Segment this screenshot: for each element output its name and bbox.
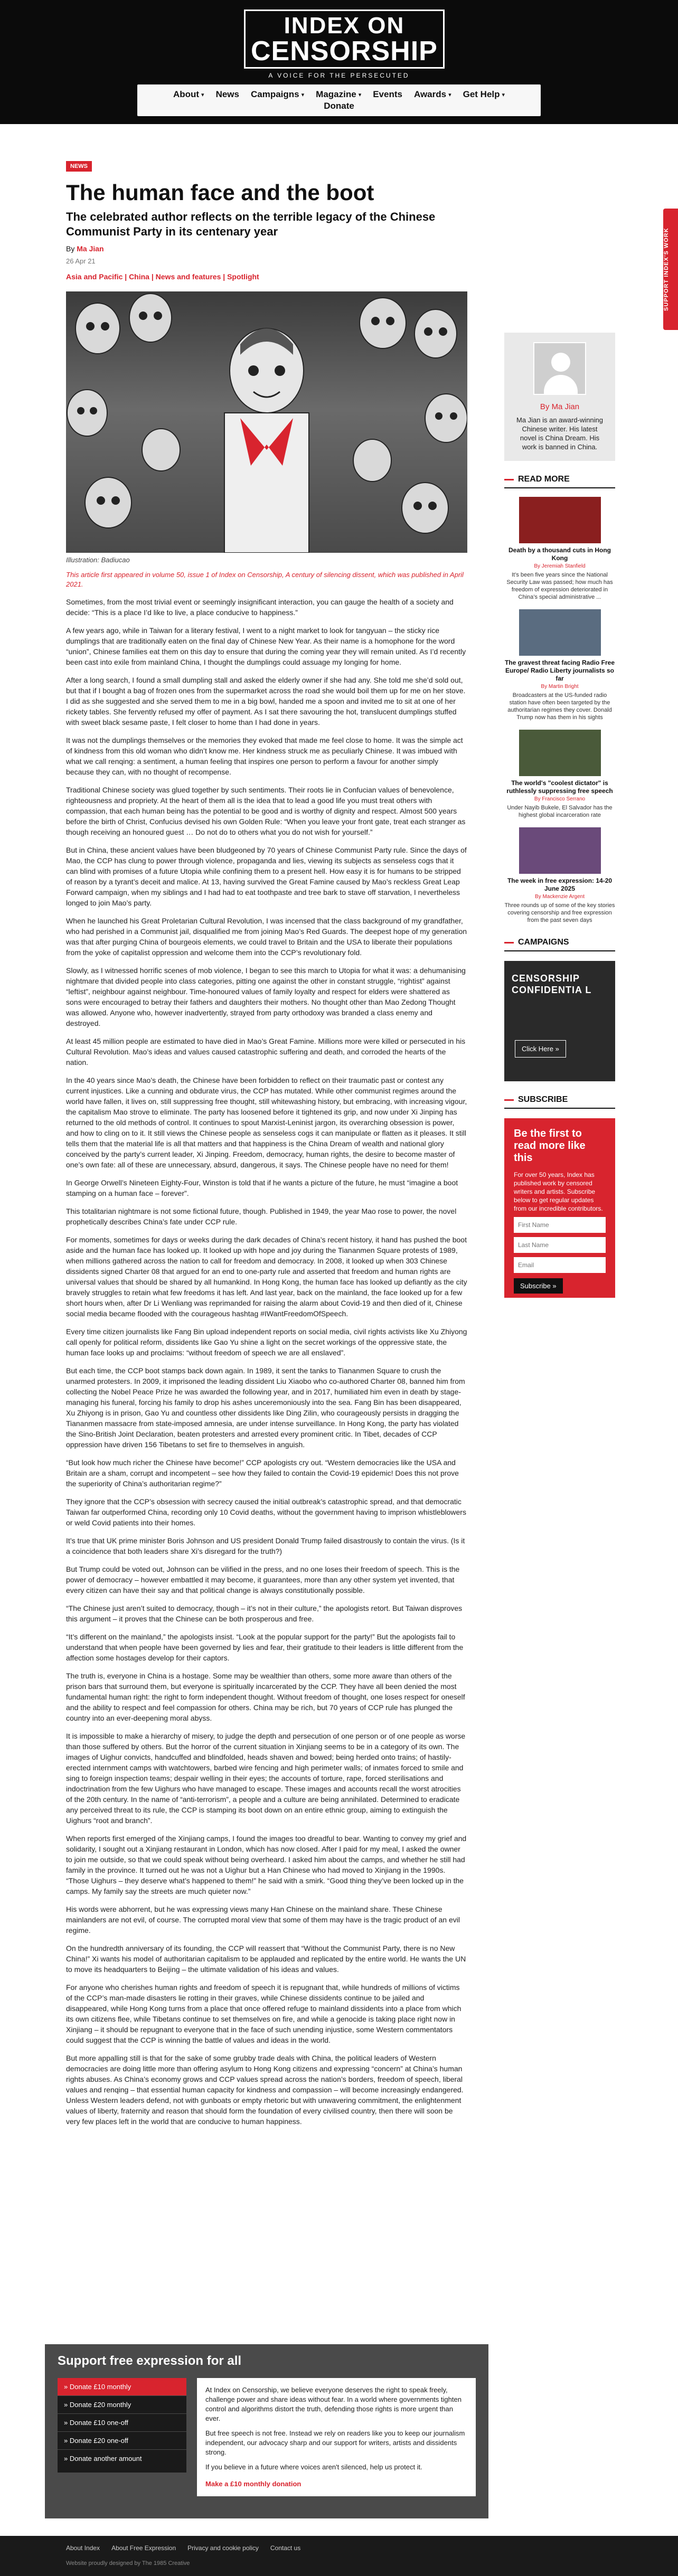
chevron-down-icon: ▾: [502, 91, 505, 98]
paragraph: But Trump could be voted out, Johnson can be vilified in the press, and no one loses their freedom of speech. This is the power of democracy – however embattled it may become, it guarantees, more than any other system yet invented, that every citizen can have their say and that political change is always constitutionally possible.: [66, 1565, 460, 1594]
nav-magazine[interactable]: [316, 89, 361, 100]
subscribe-box: [504, 1118, 615, 1298]
site-footer: [0, 2536, 678, 2576]
nav-events-label: Events: [373, 89, 402, 99]
donate-options: [58, 2378, 186, 2496]
nav-awards[interactable]: [414, 89, 451, 100]
read-more-item[interactable]: [504, 730, 615, 819]
campaigns-heading: [504, 938, 615, 951]
byline-prefix: By: [66, 244, 75, 253]
donate-section: [45, 2344, 488, 2518]
nav-row-2: [137, 101, 541, 111]
campaign-title: CENSORSHIP CONFIDENTIA L: [512, 973, 592, 995]
nav-get-help[interactable]: [463, 89, 505, 100]
donate-heading: Support free expression for all: [58, 2354, 242, 2368]
logo-line2: CENSORSHIP: [251, 36, 438, 67]
donate-text-3: If you believe in a future where voices aren't silenced, help us protect it.: [205, 2463, 422, 2471]
footer-credit: Website proudly designed by The 1985 Creative: [66, 2560, 190, 2566]
article: [66, 161, 467, 2127]
subscribe-heading: [504, 1095, 615, 1109]
nav-awards-label: Awards: [413, 89, 447, 99]
nav-about-label: About: [173, 89, 200, 99]
first-name-input[interactable]: [514, 1217, 606, 1233]
read-more-thumbnail[interactable]: [519, 609, 601, 656]
heading-bar: [504, 1099, 514, 1101]
avatar-head: [551, 353, 570, 372]
donate-cta-link[interactable]: Make a £10 monthly donation: [205, 2480, 302, 2488]
paragraph: A few years ago, while in Taiwan for a literary festival, I went to a night market to look for tangyuan – the sticky rice dumplings that are traditionally eaten on the final day of Chinese New Year. As their name is a homophone for the word “union”, Chinese families eat them on this day to ensure that during the coming year they will remain united. As I’d recently been cast into exile from mainland China, I thought the dumplings could assuage my longing for home.: [66, 626, 466, 666]
hero-illustration: [66, 291, 467, 553]
article-title: The human face and the boot: [66, 180, 374, 205]
donate-20-monthly-button[interactable]: » Donate £20 monthly: [58, 2396, 186, 2414]
paragraph: This totalitarian nightmare is not some fictional future, though. Published in 1949, the year Mao rose to power, the novel prophetically describes China’s fate under CCP rule.: [66, 1207, 457, 1226]
read-more-title[interactable]: Death by a thousand cuts in Hong Kong: [508, 546, 611, 562]
chevron-down-icon: ▾: [201, 91, 204, 98]
campaign-banner[interactable]: [504, 961, 615, 1081]
donate-grid: [58, 2378, 476, 2496]
site-logo[interactable]: [244, 10, 438, 79]
paragraph: “It’s different on the mainland,” the apologists insist. “Look at the popular support for the party!” But the apologists fail to understand that when people have been governed by lies and fear, their gratitude to their leaders is little different from the affection some hostages develop for their captors.: [66, 1633, 464, 1662]
nav-magazine-label: Magazine: [316, 89, 356, 99]
paragraph: When reports first emerged of the Xinjiang camps, I found the images too dreadful to bear. Wanting to convey my grief and solidarity, I sought out a Xinjiang restaurant in London, which has now closed. After I paid for my meal, I asked the owner to join me outside, so that we could speak without being overheard. I asked him about the camps, and whether he still had family in the province. It turned out he was not a Uighur but a Han Chinese who had moved to Xinjiang in the 1990s. “Those Uighurs – they deserve what’s happened to them!” he said with a smirk. “Good thing they’ve been locked up in the camps. My family say the streets are much quieter now.”: [66, 1834, 467, 1895]
paragraph: But in China, these ancient values have been bludgeoned by 70 years of Chinese Communist Party rule. Since the days of Mao, the CCP has clung to power through violence, propaganda and lies, viewing its subjects as senseless cogs that it can blind with promises of a future Utopia while confining them to a present hell. How easy it is for humans to be stripped of reason by a tyrant’s deceit and malice. At 13, having survived the Great Famine caused by Mao’s reckless Great Leap Forward campaign, when my siblings and I had had to eat toothpaste and tree bark to stave off starvation, I nevertheless longed to join Mao’s party.: [66, 846, 467, 907]
subscribe-text: For over 50 years, Index has published work by censored writers and artists. Subscribe below to get regular updates from our incredible contributors.: [514, 1171, 603, 1212]
paragraph: It was not the dumplings themselves or the memories they evoked that made me feel close to home. It was the simple act of kindness from this old woman who didn’t know me. Her kindness struck me as peculiarly Chinese. It was imbued with what we call renqing: a sentiment, a human feeling that inspires one person to perform a favour for another simply because they can, with no thought of recompense.: [66, 736, 463, 776]
publish-date: 26 Apr 21: [66, 257, 96, 265]
nav-news-label: News: [215, 89, 239, 99]
byline: [66, 244, 467, 253]
subscribe-label: SUBSCRIBE: [518, 1095, 568, 1104]
donate-text-1: At Index on Censorship, we believe everyone deserves the right to speak freely, challenge power and share ideas without fear. In a world where governments tighten control and algorithms distort the truth, defending those rights is more urgent than ever.: [205, 2386, 462, 2422]
read-more-title[interactable]: The gravest threat facing Radio Free Europe/ Radio Liberty journalists so far: [504, 659, 615, 682]
paragraph: Sometimes, from the most trivial event or seemingly insignificant interaction, you can gauge the health of a society and decide: “This is a place I’d like to live, a place conducive to happiness.”: [66, 598, 454, 617]
nav-campaigns-label: Campaigns: [250, 89, 299, 99]
paragraph: They ignore that the CCP’s obsession with secrecy caused the initial outbreak’s catastrophic spread, and that democratic Taiwan far outperformed China, recording only 10 Covid deaths, without the government having to imprison whistleblowers or weld Covid patients into their homes.: [66, 1497, 466, 1527]
paragraph: But each time, the CCP boot stamps back down again. In 1989, it sent the tanks to Tiananmen Square to crush the unarmed protesters. In 2009, it imprisoned the leading dissident Liu Xiaobo who co-authored Charter 08, banned him from collecting the Nobel Peace Prize he was awarded the following year, and in 2017, humiliated him even in death by stage-managing his funeral, forcing his family to drop his ashes unceremoniously into the sea. Fang Bin has been disappeared, Xu Zhiyong is in prison, Gao Yu and countless other dissidents like Ding Zilin, who courageously persists in dragging the Tiananmen massacre from state-imposed amnesia, are under intense surveillance. In Hong Kong, the party has violated the Sino-British Joint Declaration, beaten protesters and arrested every prominent critic. In Tibet, decades of CCP oppression have driven 156 Tibetans to set fire to themselves in anguish.: [66, 1366, 465, 1449]
author-link[interactable]: Ma Jian: [77, 244, 104, 253]
read-more-title[interactable]: The world's "coolest dictator" is ruthlessly suppressing free speech: [506, 779, 613, 795]
paragraph: For moments, sometimes for days or weeks during the dark decades of China’s recent history, it hand has pushed the boot aside and the human face has looked up. It looked up with hope and joy during the Tiananmen Square protests of 1989, when millions gathered across the nation to call for freedom and democracy. In 2008, it looked up when 303 Chinese dissidents signed Charter 08 that argued for an end to one-party rule and asserted that freedom and human rights are universal values that should be shared by all humankind. In Hong Kong, the human face has looked up defiantly as the city bravely struggles to retain what few freedoms it has left. And last year, back on the mainland, the face looked up for a few short hours when, after Dr Li Wenliang was reprimanded for raising the alarm about Covid-19 and then died of it, Chinese social media became flooded with the courageous hashtag #IWantFreedomOfSpeech.: [66, 1235, 467, 1318]
nav-donate[interactable]: Donate: [324, 101, 354, 111]
paragraph: But more appalling still is that for the sake of some grubby trade deals with China, the political leaders of Western democracies are doing little more than offering asylum to Hong Kong citizens and expressing “concern” at China’s human rights abuses. As China’s economy grows and CCP values spread across the nation’s borders, freedom of speech, liberal values and renqing – that essential human capacity for kindness and compassion – will become increasingly endangered. Unless Western leaders defend, not with gunboats or empty rhetoric but with unwavering commitment, the enlightenment values of liberty, fraternity and reason that should form the foundation of every civilised country, then there will soon be very few places left in the world that are conducive to human happiness.: [66, 2054, 464, 2126]
read-more-heading: [504, 475, 615, 488]
news-badge[interactable]: NEWS: [66, 161, 92, 172]
donate-other-amount-button[interactable]: » Donate another amount: [58, 2450, 186, 2473]
avatar-torso: [544, 375, 578, 395]
nav-events[interactable]: [373, 89, 402, 100]
image-caption: Illustration: Badiucao: [66, 556, 130, 564]
donate-10-oneoff-button[interactable]: » Donate £10 one-off: [58, 2414, 186, 2432]
logo-box: [244, 10, 445, 69]
read-more-thumbnail[interactable]: [519, 730, 601, 776]
read-more-thumbnail[interactable]: [519, 827, 601, 874]
campaign-click-button[interactable]: Click Here »: [515, 1040, 566, 1058]
read-more-author[interactable]: By Martin Bright: [541, 684, 579, 690]
read-more-title[interactable]: The week in free expression: 14-20 June 2025: [507, 877, 613, 892]
donate-20-oneoff-button[interactable]: » Donate £20 one-off: [58, 2432, 186, 2450]
publication-note[interactable]: This article first appeared in volume 50, issue 1 of Index on Censorship, A century of silencing dissent, which was published in April 2021.: [66, 571, 464, 588]
read-more-thumbnail[interactable]: [519, 497, 601, 543]
email-input[interactable]: [514, 1257, 606, 1273]
read-more-item[interactable]: [504, 497, 615, 601]
logo-line1: INDEX ON: [284, 13, 405, 39]
footer-link-contact[interactable]: Contact us: [270, 2544, 301, 2552]
avatar: [533, 342, 586, 395]
logo-tagline: A VOICE FOR THE PERSECUTED: [268, 72, 410, 79]
paragraph: His words were abhorrent, but he was expressing views many Han Chinese on the mainland share. These Chinese mainlanders are not evil, of course. The corrupted moral view that some of them may have is the tragic product of an evil regime.: [66, 1905, 460, 1935]
author-name[interactable]: By Ma Jian: [540, 402, 580, 411]
read-more-author[interactable]: By Mackenzie Argent: [535, 894, 585, 900]
paragraph: It’s true that UK prime minister Boris Johnson and US president Donald Trump failed disastrously to contain the virus. (Is it a coincidence that both leaders share Xi’s disregard for the truth?): [66, 1536, 465, 1555]
paragraph: In the 40 years since Mao’s death, the Chinese have been forbidden to reflect on their traumatic past or contest any current injustices. Like a cunning and obdurate virus, the CCP has mutated. While other communist regimes around the world have fallen, it lives on, still suppressing free thought, still whitewashing history, but embracing, with increasing vigour, the capitalism Mao strove to eliminate. The party has loosened before it tightened its grip, and now under Xi Jinping has returned to the old methods of control. It continues to spout Marxist-Leninist jargon, its overarching obsession is power, and how to cling on to it. It still views the Chinese people as senseless cogs it can manipulate or flatten as it pleases. It still tells them that the material life is all that matters and that happiness is the China Dream of wealth and national glory conceived by the party’s current leader, Xi Jinping. Freedom, democracy, human rights, the desire to become master of one’s own fate: all of these are unnecessary, absurd, dangerous, it says. The Chinese people have no need for them!: [66, 1076, 467, 1169]
nav-get-help-label: Get Help: [463, 89, 500, 99]
paragraph: The truth is, everyone in China is a hostage. Some may be wealthier than others, some more aware than others of the prison bars that surround them, but everyone is spiritually incarcerated by the CCP. They have all been denied the most fundamental human right: the right to form independent thought. Without freedom of thought, one loses respect for oneself and the ability to respect and feel compassion for others. China may be rich, but 70 years of CCP rule has plunged the country into an ever-deepening moral abyss.: [66, 1672, 465, 1722]
paragraph: Traditional Chinese society was glued together by such sentiments. Their roots lie in Confucian values of benevolence, righteousness and propriety. At the heart of them all is the idea that to lead a good life you must treat others with compassion, that each human being has the potential to be good and is worthy of dignity and respect. Almost 500 years before the birth of Christ, Confucius devised his own Golden Rule: “When you leave your front gate, treat each stranger as though receiving an honoured guest … Do not do to others what you do not wish for yourself.”: [66, 786, 466, 836]
paragraph: After a long search, I found a small dumpling stall and asked the elderly owner if she had any. She told me she’d sold out, but that if I bought a bag of frozen ones from the supermarket across the road she would boil them up for me on her stove. I did as she suggested and she served them to me in a big bowl, handed me a spoon and invited me to sit at one of her rickety tables. She fervently refused my offer of payment. As I sat there savouring the hot, translucent dumplings stuffed with sweet black sesame paste, I felt closer to home than I had done in years.: [66, 676, 466, 726]
heading-bar: [504, 942, 514, 943]
donate-text-2: But free speech is not free. Instead we rely on readers like you to keep our journalism independent, our advocacy sharp and our support for writers, artists and dissidents strong.: [205, 2429, 465, 2456]
paragraph: In George Orwell’s Nineteen Eighty-Four, Winston is told that if he wants a picture of the future, he must “imagine a boot stamping on a human face – forever”.: [66, 1178, 458, 1197]
article-subtitle: The celebrated author reflects on the terrible legacy of the Chinese Communist Party in its centenary year: [66, 210, 436, 238]
read-more-excerpt: Under Nayib Bukele, El Salvador has the highest global incarceration rate: [507, 805, 613, 818]
nav-about[interactable]: [173, 89, 204, 100]
paragraph: At least 45 million people are estimated to have died in Mao’s Great Famine. Millions more were killed or persecuted in his Cultural Revolution. Mao’s ideas and values caused catastrophic suffering and death, and corroded the hearts of the nation.: [66, 1037, 466, 1067]
nav-campaigns[interactable]: [251, 89, 304, 100]
read-more-author[interactable]: By Francisco Serrano: [534, 796, 586, 802]
paragraph: Slowly, as I witnessed horrific scenes of mob violence, I began to see this march to Utopia for what it was: a dehumanising nightmare that divided people into class categories, pitting one against the other in constant struggle, “rightist” against “leftist”, neighbour against neighbour. Time-honoured values of family loyalty and respect for elders were shattered as sons were encouraged to betray their fathers and daughters their mothers. No thought other than Mao Zedong Thought was allowed. Anyone who, however inadvertently, strayed from party orthodoxy was branded a class enemy and destroyed.: [66, 966, 466, 1027]
article-body: [66, 597, 467, 2127]
campaigns-label: CAMPAIGNS: [518, 938, 569, 947]
category-links[interactable]: Asia and Pacific | China | News and features | Spotlight: [66, 272, 259, 281]
footer-link-free-expression[interactable]: About Free Expression: [111, 2544, 176, 2552]
read-more-author[interactable]: By Jeremiah Stanfield: [534, 563, 586, 569]
subscribe-title: Be the first to read more like this: [514, 1128, 586, 1164]
read-more-item[interactable]: [504, 827, 615, 924]
paragraph: When he launched his Great Proletarian Cultural Revolution, I was incensed that the class background of my grandfather, who had perished in a Communist jail, disqualified me from joining Mao’s Red Guards. The deepest hope of my generation was that after purging China of bourgeois elements, we could travel to Britain and the USA to liberate their populations from the yoke of capitalist oppression and welcome them into the CCP’s revolutionary fold.: [66, 917, 467, 957]
nav-news[interactable]: [216, 89, 239, 100]
read-more-excerpt: Three rounds up of some of the key stories covering censorship and free expression from the past seven days: [504, 902, 615, 923]
read-more-label: READ MORE: [518, 475, 570, 484]
paragraph: Every time citizen journalists like Fang Bin upload independent reports on social media, civil rights activists like Xu Zhiyong call openly for political reform, dissidents like Gao Yu shine a light on the secret workings of the oppressive state, the human face looks up and proclaims: “without freedom of speech we are all enslaved”.: [66, 1327, 467, 1357]
author-card: [504, 333, 615, 461]
read-more-excerpt: It’s been five years since the National Security Law was passed; how much has freedom of expression deteriorated in China’s special administrative ...: [506, 572, 613, 600]
paragraph: “The Chinese just aren’t suited to democracy, though – it’s not in their culture,” the apologists retort. But Taiwan disproves this argument – it proves that the Chinese can be both prosperous and free.: [66, 1604, 463, 1623]
support-side-tab[interactable]: SUPPORT INDEX'S WORK: [663, 209, 678, 330]
paragraph: It is impossible to make a hierarchy of misery, to judge the depth and persecution of one person or of one people as worse than those suffered by others. But the horror of the current situation in Xinjiang seems to be in a category of its own. The images of Uighur convicts, handcuffed and blindfolded, heads shaven and bowed; being herded onto trains; of hastily-erected internment camps with watchtowers, barbed wire fencing and high perimeter walls; of inmates forced to smile and sing to foreign inspection teams; despair welling in their eyes; the accounts of torture, rape, forced sterilisations and indoctrination from the few Uighurs who have managed to escape. These images and accounts recall the worst atrocities of the 20th century. In the name of “anti-terrorism”, a people and a culture are being annihilated. Determined to eradicate any perceived threat to its rule, the CCP is stamping its boot down on an entire ethnic group, aiming to extinguish the Uighurs “root and branch”.: [66, 1732, 466, 1825]
last-name-input[interactable]: [514, 1237, 606, 1253]
subscribe-button[interactable]: Subscribe »: [514, 1278, 563, 1294]
donate-text-panel: [197, 2378, 476, 2496]
paragraph: “But look how much richer the Chinese have become!” CCP apologists cry out. “Western democracies like the USA and Britain are a sham, corrupt and incompetent – see how they failed to contain the Covid-19 epidemic! Does this not prove the superiority of China’s authoritarian regime?”: [66, 1458, 459, 1488]
donate-10-monthly-button[interactable]: » Donate £10 monthly: [58, 2378, 186, 2396]
chevron-down-icon: ▾: [448, 91, 451, 98]
footer-links: [66, 2544, 300, 2552]
read-more-item[interactable]: [504, 609, 615, 721]
paragraph: For anyone who cherishes human rights and freedom of speech it is repugnant that, while hundreds of millions of victims of the CCP’s man-made disasters lie rotting in their graves, while Chinese dissidents continue to be jailed and disappeared, while Hong Kong turns from a place that once offered refuge to mainland dissidents into a place from which its own citizens flee, while Tibetans continue to set themselves on fire, and while a genocide is taking place right now in Xinjiang – it should be repugnant to everyone that in the face of such unending injustice, some Western commentators could suggest that the CCP is winning the battle of values and ideas in the world.: [66, 1983, 462, 2044]
illustration-skulls: [66, 291, 467, 553]
paragraph: On the hundredth anniversary of its founding, the CCP will reassert that “Without the Communist Party, there is no New China!” Xi wants his model of authoritarian capitalism to be applauded and replicated by the entire world. He wants the UN to move its headquarters to Beijing – the ultimate validation of his ideas and values.: [66, 1944, 466, 1974]
chevron-down-icon: ▾: [358, 91, 362, 98]
footer-link-about[interactable]: About Index: [66, 2544, 100, 2552]
chevron-down-icon: ▾: [301, 91, 305, 98]
main-nav: [137, 84, 541, 116]
site-header: [0, 0, 678, 124]
sidebar: [504, 333, 615, 1298]
footer-link-privacy[interactable]: Privacy and cookie policy: [187, 2544, 259, 2552]
read-more-excerpt: Broadcasters at the US-funded radio station have often been targeted by the authoritarian regimes they cover. Donald Trump now has them in his sights: [507, 692, 612, 721]
heading-bar: [504, 479, 514, 480]
author-bio: Ma Jian is an award-winning Chinese writer. His latest novel is China Dream. His work is banned in China.: [516, 416, 604, 451]
